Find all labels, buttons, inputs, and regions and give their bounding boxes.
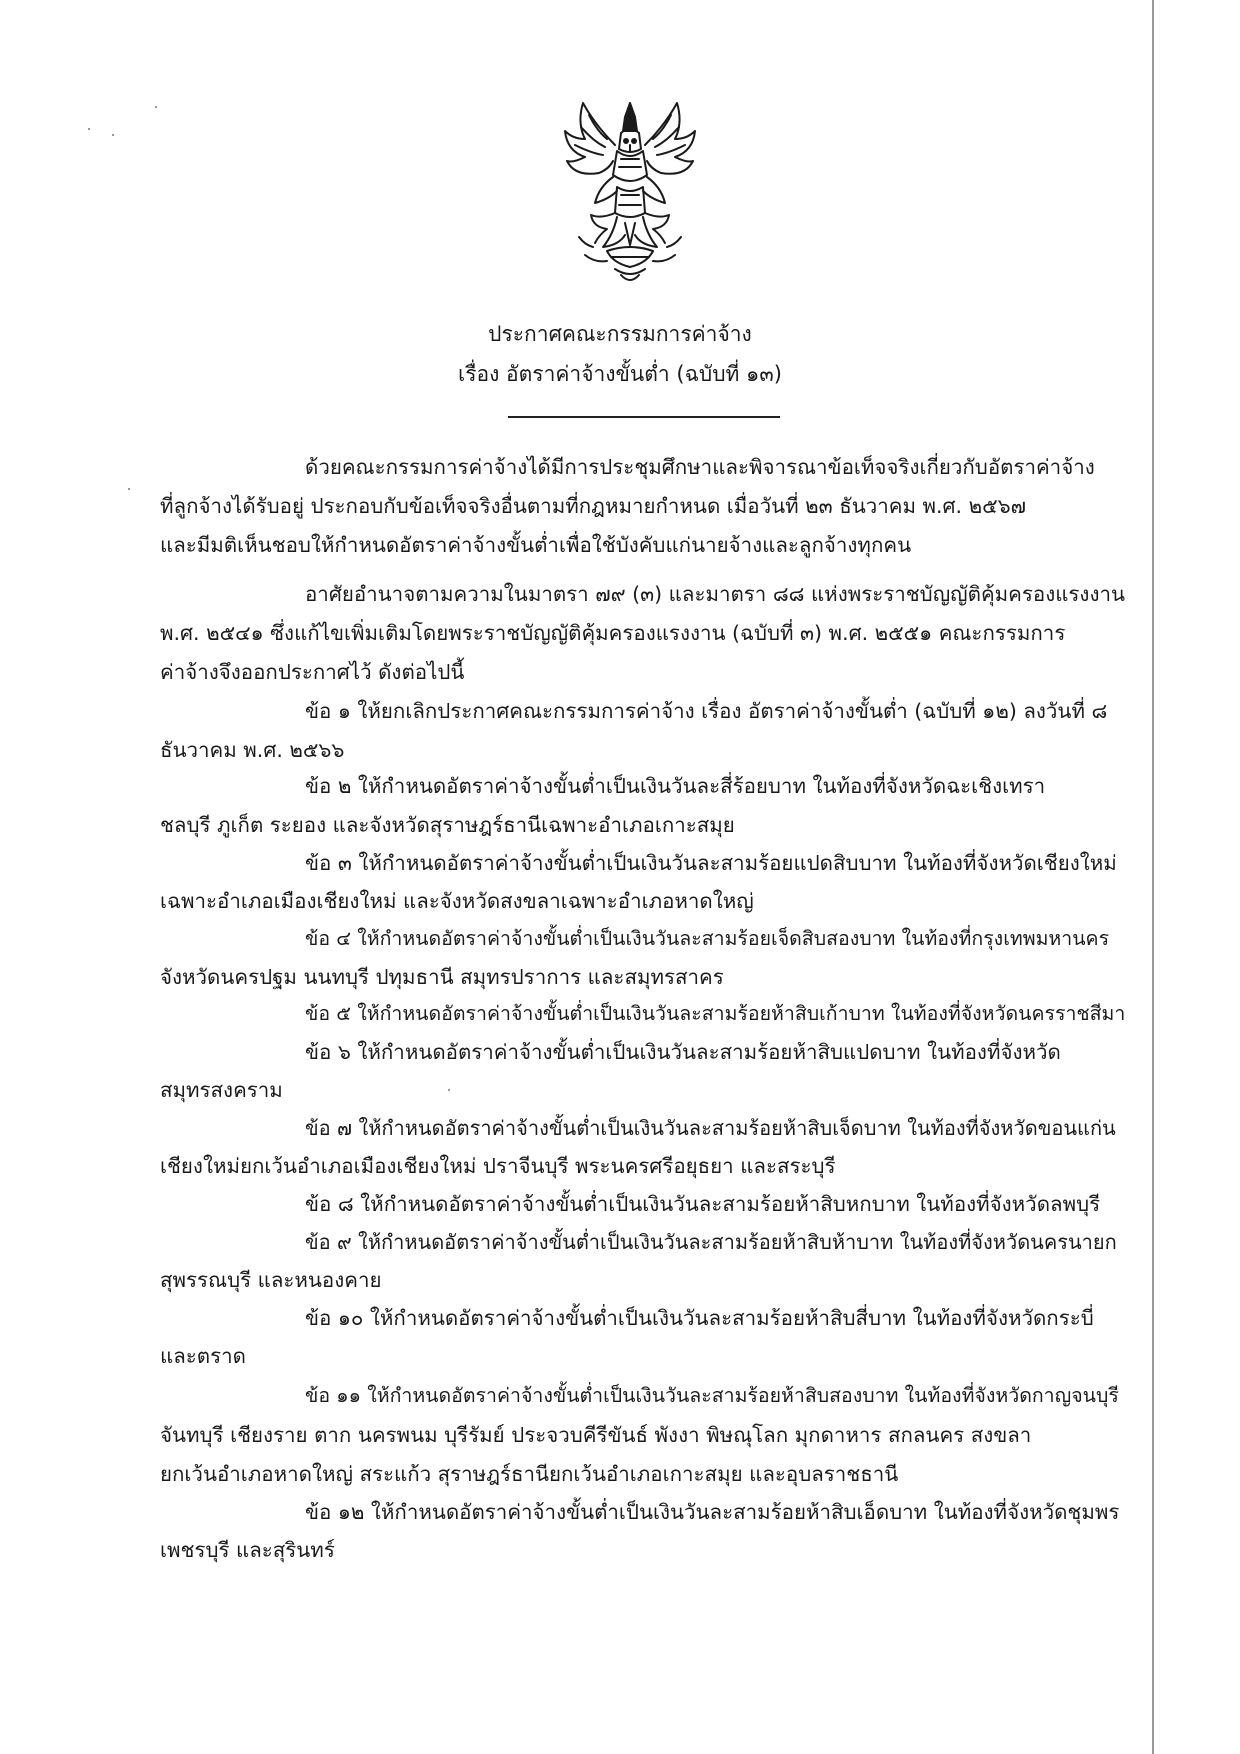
clause-2: ข้อ ๒ ให้กำหนดอัตราค่าจ้างขั้นต่ำเป็นเงินวันละสี่ร้อยบาท ในท้องที่จังหวัดฉะเชิงเทรา	[305, 774, 1046, 798]
title-divider	[508, 416, 780, 418]
clause-5: ข้อ ๕ ให้กำหนดอัตราค่าจ้างขั้นต่ำเป็นเงินวันละสามร้อยห้าสิบเก้าบาท ในท้องที่จังหวัดนครราชสีมา	[305, 1002, 1126, 1025]
clause-6: ข้อ ๖ ให้กำหนดอัตราค่าจ้างขั้นต่ำเป็นเงินวันละสามร้อยห้าสิบแปดบาท ในท้องที่จังหวัด	[305, 1040, 1061, 1064]
clause-9-cont: สุพรรณบุรี และหนองคาย	[160, 1268, 382, 1292]
scan-speck	[112, 134, 114, 136]
announcement-subject: เรื่อง อัตราค่าจ้างขั้นต่ำ (ฉบับที่ ๑๓)	[458, 362, 782, 386]
clause-8: ข้อ ๘ ให้กำหนดอัตราค่าจ้างขั้นต่ำเป็นเงินวันละสามร้อยห้าสิบหกบาท ในท้องที่จังหวัดลพบุรี	[305, 1192, 1101, 1216]
clause-10: ข้อ ๑๐ ให้กำหนดอัตราค่าจ้างขั้นต่ำเป็นเงินวันละสามร้อยห้าสิบสี่บาท ในท้องที่จังหวัดกระบี่	[305, 1306, 1094, 1330]
scan-speck	[128, 488, 130, 490]
clause-10-cont: และตราด	[160, 1344, 246, 1368]
clause-6-cont: สมุทรสงคราม	[160, 1078, 283, 1102]
announcement-title: ประกาศคณะกรรมการค่าจ้าง	[488, 322, 752, 346]
garuda-emblem-icon	[555, 95, 705, 290]
clause-4: ข้อ ๔ ให้กำหนดอัตราค่าจ้างขั้นต่ำเป็นเงินวันละสามร้อยเจ็ดสิบสองบาท ในท้องที่กรุงเทพมหานคร	[305, 927, 1110, 950]
clause-11-cont: ยกเว้นอำเภอหาดใหญ่ สระแก้ว สุราษฎร์ธานียกเว้นอำเภอเกาะสมุย และอุบลราชธานี	[160, 1462, 899, 1486]
clause-3-cont: เฉพาะอำเภอเมืองเชียงใหม่ และจังหวัดสงขลาเฉพาะอำเภอหาดใหญ่	[160, 889, 754, 913]
clause-9: ข้อ ๙ ให้กำหนดอัตราค่าจ้างขั้นต่ำเป็นเงินวันละสามร้อยห้าสิบห้าบาท ในท้องที่จังหวัดนครนายก	[305, 1230, 1117, 1254]
preamble-line: ที่ลูกจ้างได้รับอยู่ ประกอบกับข้อเท็จจริงอื่นตามที่กฎหมายกำหนด เมื่อวันที่ ๒๓ ธันวาคม พ.ศ. ๒๕๖๗	[160, 494, 1027, 518]
clause-2-cont: ชลบุรี ภูเก็ต ระยอง และจังหวัดสุราษฎร์ธานีเฉพาะอำเภอเกาะสมุย	[160, 813, 735, 837]
preamble-line: ด้วยคณะกรรมการค่าจ้างได้มีการประชุมศึกษาและพิจารณาข้อเท็จจริงเกี่ยวกับอัตราค่าจ้าง	[305, 455, 1095, 479]
page-edge-line	[1152, 0, 1154, 1754]
authority-line: อาศัยอำนาจตามความในมาตรา ๗๙ (๓) และมาตรา ๘๘ แห่งพระราชบัญญัติคุ้มครองแรงงาน	[305, 582, 1125, 606]
clause-12: ข้อ ๑๒ ให้กำหนดอัตราค่าจ้างขั้นต่ำเป็นเงินวันละสามร้อยห้าสิบเอ็ดบาท ในท้องที่จังหวัดชุมพร	[305, 1500, 1120, 1524]
clause-11: ข้อ ๑๑ ให้กำหนดอัตราค่าจ้างขั้นต่ำเป็นเงินวันละสามร้อยห้าสิบสองบาท ในท้องที่จังหวัดกาญจนบุรี	[305, 1384, 1119, 1407]
clause-12-cont: เพชรบุรี และสุรินทร์	[160, 1538, 335, 1562]
scan-speck	[448, 1089, 450, 1091]
clause-1: ข้อ ๑ ให้ยกเลิกประกาศคณะกรรมการค่าจ้าง เรื่อง อัตราค่าจ้างขั้นต่ำ (ฉบับที่ ๑๒) ลงวันที่ ๘	[305, 699, 1108, 723]
clause-7-cont: เชียงใหม่ยกเว้นอำเภอเมืองเชียงใหม่ ปราจีนบุรี พระนครศรีอยุธยา และสระบุรี	[160, 1154, 836, 1178]
preamble-line: และมีมติเห็นชอบให้กำหนดอัตราค่าจ้างขั้นต่ำเพื่อใช้บังคับแก่นายจ้างและลูกจ้างทุกคน	[160, 533, 912, 557]
clause-4-cont: จังหวัดนครปฐม นนทบุรี ปทุมธานี สมุทรปราการ และสมุทรสาคร	[160, 965, 724, 989]
clause-1-cont: ธันวาคม พ.ศ. ๒๕๖๖	[160, 738, 345, 762]
clause-11-cont: จันทบุรี เชียงราย ตาก นครพนม บุรีรัมย์ ประจวบคีรีขันธ์ พังงา พิษณุโลก มุกดาหาร สกลนคร สงขลา	[160, 1423, 1032, 1447]
clause-3: ข้อ ๓ ให้กำหนดอัตราค่าจ้างขั้นต่ำเป็นเงินวันละสามร้อยแปดสิบบาท ในท้องที่จังหวัดเชียงใหม่	[305, 851, 1117, 875]
authority-line: ค่าจ้างจึงออกประกาศไว้ ดังต่อไปนี้	[160, 660, 465, 684]
scan-speck	[155, 106, 157, 108]
clause-7: ข้อ ๗ ให้กำหนดอัตราค่าจ้างขั้นต่ำเป็นเงินวันละสามร้อยห้าสิบเจ็ดบาท ในท้องที่จังหวัดขอนแก่น	[305, 1116, 1116, 1140]
scan-speck	[88, 128, 90, 130]
authority-line: พ.ศ. ๒๕๔๑ ซึ่งแก้ไขเพิ่มเติมโดยพระราชบัญญัติคุ้มครองแรงงาน (ฉบับที่ ๓) พ.ศ. ๒๕๕๑ คณะกรรมการ	[160, 621, 1066, 645]
